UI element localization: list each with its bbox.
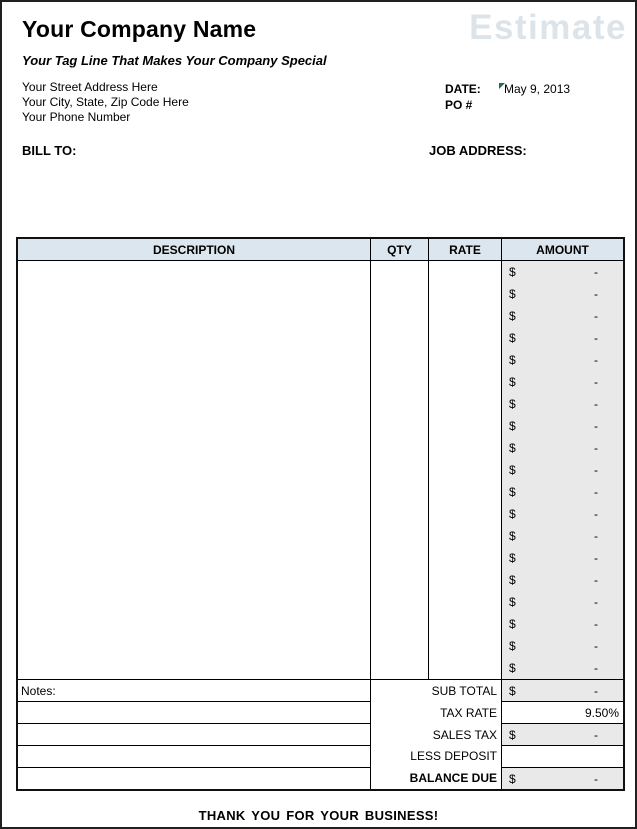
total-label-sub-total: SUB TOTAL	[431, 684, 497, 699]
totals-values-column	[501, 680, 623, 789]
currency-symbol: $	[509, 419, 516, 434]
currency-symbol: $	[509, 309, 516, 324]
notes-blank-row	[18, 724, 370, 746]
total-value-tax-rate	[502, 702, 623, 724]
amount-column	[502, 261, 623, 679]
amount-row	[502, 503, 623, 525]
amount-placeholder: -	[594, 595, 598, 610]
notes-area	[18, 680, 371, 789]
amount-row	[502, 349, 623, 371]
amount-row	[502, 371, 623, 393]
total-label-balance-due: BALANCE DUE	[409, 771, 497, 786]
amount-placeholder: -	[594, 617, 598, 632]
amount-placeholder: -	[594, 331, 598, 346]
amount-placeholder: -	[594, 287, 598, 302]
total-label-less-deposit: LESS DEPOSIT	[410, 749, 497, 764]
currency-symbol: $	[509, 441, 516, 456]
rate-column	[429, 261, 502, 679]
notes-label-row	[18, 680, 370, 702]
amount-placeholder: -	[594, 419, 598, 434]
totals-labels-column	[371, 680, 502, 789]
amount-placeholder: -	[594, 661, 598, 676]
company-tagline: Your Tag Line That Makes Your Company Special	[22, 53, 327, 68]
amount-row	[502, 569, 623, 591]
description-column	[18, 261, 371, 679]
header-cell-amount: AMOUNT	[536, 242, 589, 257]
amount-row	[502, 547, 623, 569]
amount-row	[502, 459, 623, 481]
amount-row	[502, 327, 623, 349]
amount-placeholder: -	[594, 375, 598, 390]
amount-row	[502, 305, 623, 327]
currency-symbol: $	[509, 727, 516, 742]
amount-row	[502, 635, 623, 657]
currency-symbol: $	[509, 331, 516, 346]
currency-symbol: $	[509, 507, 516, 522]
total-value-sub-total	[502, 680, 623, 702]
currency-symbol: $	[509, 287, 516, 302]
amount-row	[502, 393, 623, 415]
bill-to-label: BILL TO:	[22, 143, 77, 158]
amount-placeholder: -	[594, 507, 598, 522]
table-header-row	[18, 239, 623, 261]
amount-placeholder: -	[594, 397, 598, 412]
amount-row	[502, 283, 623, 305]
currency-symbol: $	[509, 661, 516, 676]
notes-label: Notes:	[21, 683, 56, 698]
thank-you-message: THANK YOU FOR YOUR BUSINESS!	[198, 808, 439, 823]
amount-row	[502, 415, 623, 437]
estimate-table	[16, 237, 625, 791]
header-cell-rate: RATE	[429, 239, 502, 260]
notes-blank-row	[18, 746, 370, 768]
currency-symbol: $	[509, 639, 516, 654]
currency-symbol: $	[509, 617, 516, 632]
po-number-label: PO #	[445, 98, 473, 112]
amount-placeholder: -	[594, 441, 598, 456]
date-value: May 9, 2013	[504, 82, 571, 96]
amount-placeholder: -	[594, 573, 598, 588]
notes-blank-row	[18, 702, 370, 724]
amount-placeholder: -	[594, 551, 598, 566]
notes-blank-row	[18, 768, 370, 789]
address-line-city: Your City, State, Zip Code Here	[22, 95, 189, 109]
currency-symbol: $	[509, 529, 516, 544]
currency-symbol: $	[509, 265, 516, 280]
currency-symbol: $	[509, 771, 516, 786]
amount-row	[502, 657, 623, 679]
total-value-sales-tax	[502, 724, 623, 746]
address-line-phone: Your Phone Number	[22, 110, 131, 124]
amount-row	[502, 437, 623, 459]
amount-placeholder: -	[594, 353, 598, 368]
amount-row	[502, 613, 623, 635]
company-address-block	[22, 80, 189, 125]
currency-symbol: $	[509, 551, 516, 566]
amount-placeholder: -	[594, 529, 598, 544]
currency-symbol: $	[509, 595, 516, 610]
header-cell-qty: QTY	[371, 239, 429, 260]
amount-placeholder: -	[594, 639, 598, 654]
job-address-label: JOB ADDRESS:	[429, 143, 527, 158]
amount-placeholder: -	[594, 485, 598, 500]
estimate-watermark-title: Estimate	[469, 8, 627, 47]
total-label-tax-rate: TAX RATE	[440, 705, 497, 720]
currency-symbol: $	[509, 375, 516, 390]
total-value-balance-due	[502, 768, 623, 789]
totals-section	[18, 679, 623, 789]
header-cell-description: DESCRIPTION	[18, 239, 371, 260]
date-label: DATE:	[445, 82, 481, 96]
amount-row	[502, 591, 623, 613]
amount-placeholder: -	[594, 265, 598, 280]
total-value-less-deposit	[502, 746, 623, 768]
amount-placeholder: -	[594, 463, 598, 478]
qty-column	[371, 261, 429, 679]
currency-symbol: $	[509, 573, 516, 588]
amount-row	[502, 261, 623, 283]
amount-row	[502, 481, 623, 503]
total-value-text: -	[594, 683, 598, 698]
currency-symbol: $	[509, 397, 516, 412]
currency-symbol: $	[509, 353, 516, 368]
amount-placeholder: -	[594, 309, 598, 324]
currency-symbol: $	[509, 485, 516, 500]
amount-row	[502, 525, 623, 547]
currency-symbol: $	[509, 463, 516, 478]
total-label-sales-tax: SALES TAX	[432, 727, 497, 742]
total-value-text: -	[594, 771, 598, 786]
total-value-text: 9.50%	[584, 705, 619, 720]
company-name: Your Company Name	[22, 16, 257, 42]
line-items-body	[18, 261, 623, 679]
total-value-text: -	[594, 727, 598, 742]
currency-symbol: $	[509, 683, 516, 698]
address-line-street: Your Street Address Here	[22, 80, 158, 94]
